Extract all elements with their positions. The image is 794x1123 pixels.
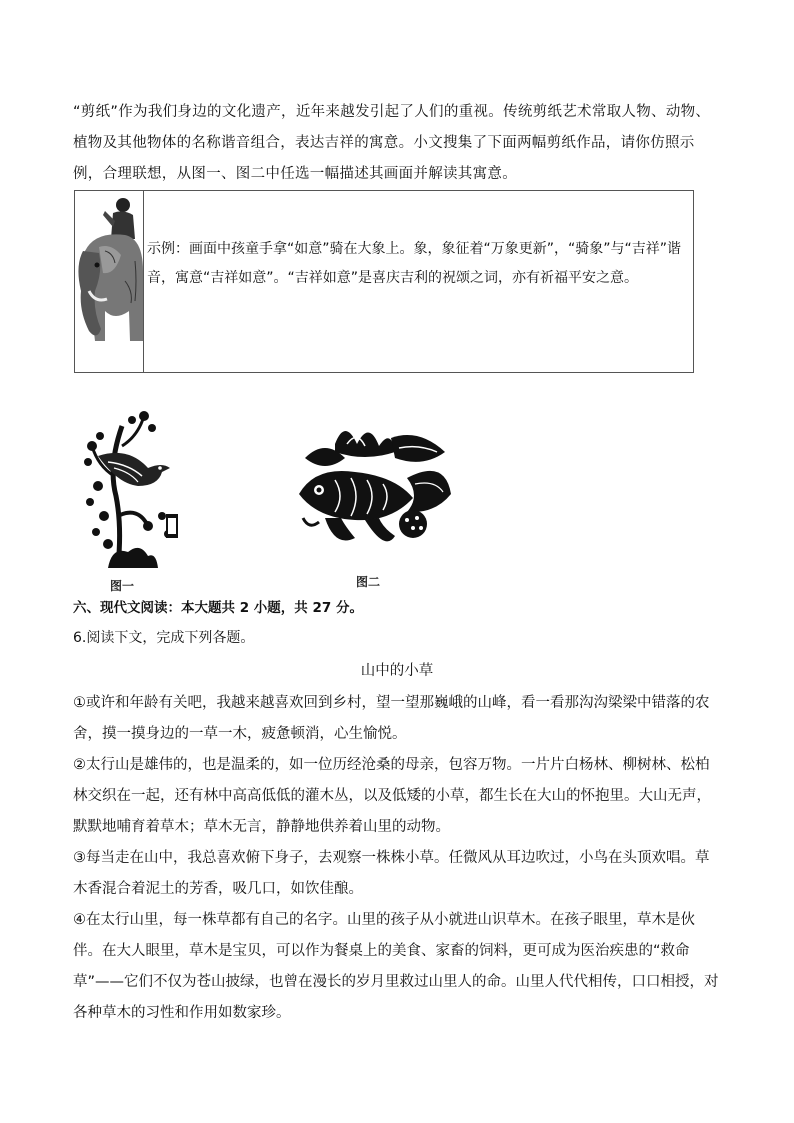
example-text: 示例：画面中孩童手拿“如意”骑在大象上。象，象征着“万象更新”，“骑象”与“吉祥”谐音，寓意“吉祥如意”。“吉祥如意”是喜庆吉利的祝颂之词，亦有祈福平安之意。 [147, 241, 682, 286]
article-paragraph-1: ①或许和年龄有关吧，我越来越喜欢回到乡村，望一望那巍峨的山峰，看一看那沟沟梁梁中错落的农舍，摸一摸身边的一草一木，疲惫顿消，心生愉悦。 [73, 695, 710, 742]
example-divider [143, 191, 144, 372]
figure2-caption: 图二 [356, 575, 381, 589]
example-box [74, 190, 694, 373]
article-title: 山中的小草 [360, 663, 434, 679]
section-heading: 六、现代文阅读：本大题共 2 小题，共 27 分。 [73, 600, 363, 616]
figure1-caption: 图一 [110, 579, 135, 593]
article-paragraph-3: ③每当走在山中，我总喜欢俯下身子，去观察一株株小草。任微风从耳边吹过，小鸟在头顶欢唱。草木香混合着泥土的芳香，吸几口，如饮佳酿。 [73, 850, 710, 897]
bird-plum-papercut-icon [78, 406, 182, 568]
article-paragraph-2: ②太行山是雄伟的，也是温柔的，如一位历经沧桑的母亲，包容万物。一片片白杨林、柳树林、松柏林交织在一起，还有林中高高低低的灌木丛，以及低矮的小草，都生长在大山的怀抱里。大山无声，默默地哺育着草木；草木无言，静静地供养着山里的动物。 [73, 757, 711, 835]
fish-lotus-papercut-icon [295, 418, 453, 554]
intro-paragraph: “剪纸”作为我们身边的文化遗产，近年来越发引起了人们的重视。传统剪纸艺术常取人物、动物、植物及其他物体的名称谐音组合，表达吉祥的寓意。小文搜集了下面两幅剪纸作品，请你仿照示例，合理联想，从图一、图二中任选一幅描述其画面并解读其寓意。 [73, 104, 711, 182]
elephant-papercut-icon [75, 191, 143, 372]
question-instruction: 6.阅读下文，完成下列各题。 [73, 630, 255, 646]
article-paragraph-4: ④在太行山里，每一株草都有自己的名字。山里的孩子从小就进山识草木。在孩子眼里，草木是伙伴。在大人眼里，草木是宝贝，可以作为餐桌上的美食、家畜的饲料，更可成为医治疾患的“救命草”——它们不仅为苍山披绿，也曾在漫长的岁月里救过山里人的命。山里人代代相传，口口相授，对各种草木的习性和作用如数家珍。 [73, 912, 719, 1021]
